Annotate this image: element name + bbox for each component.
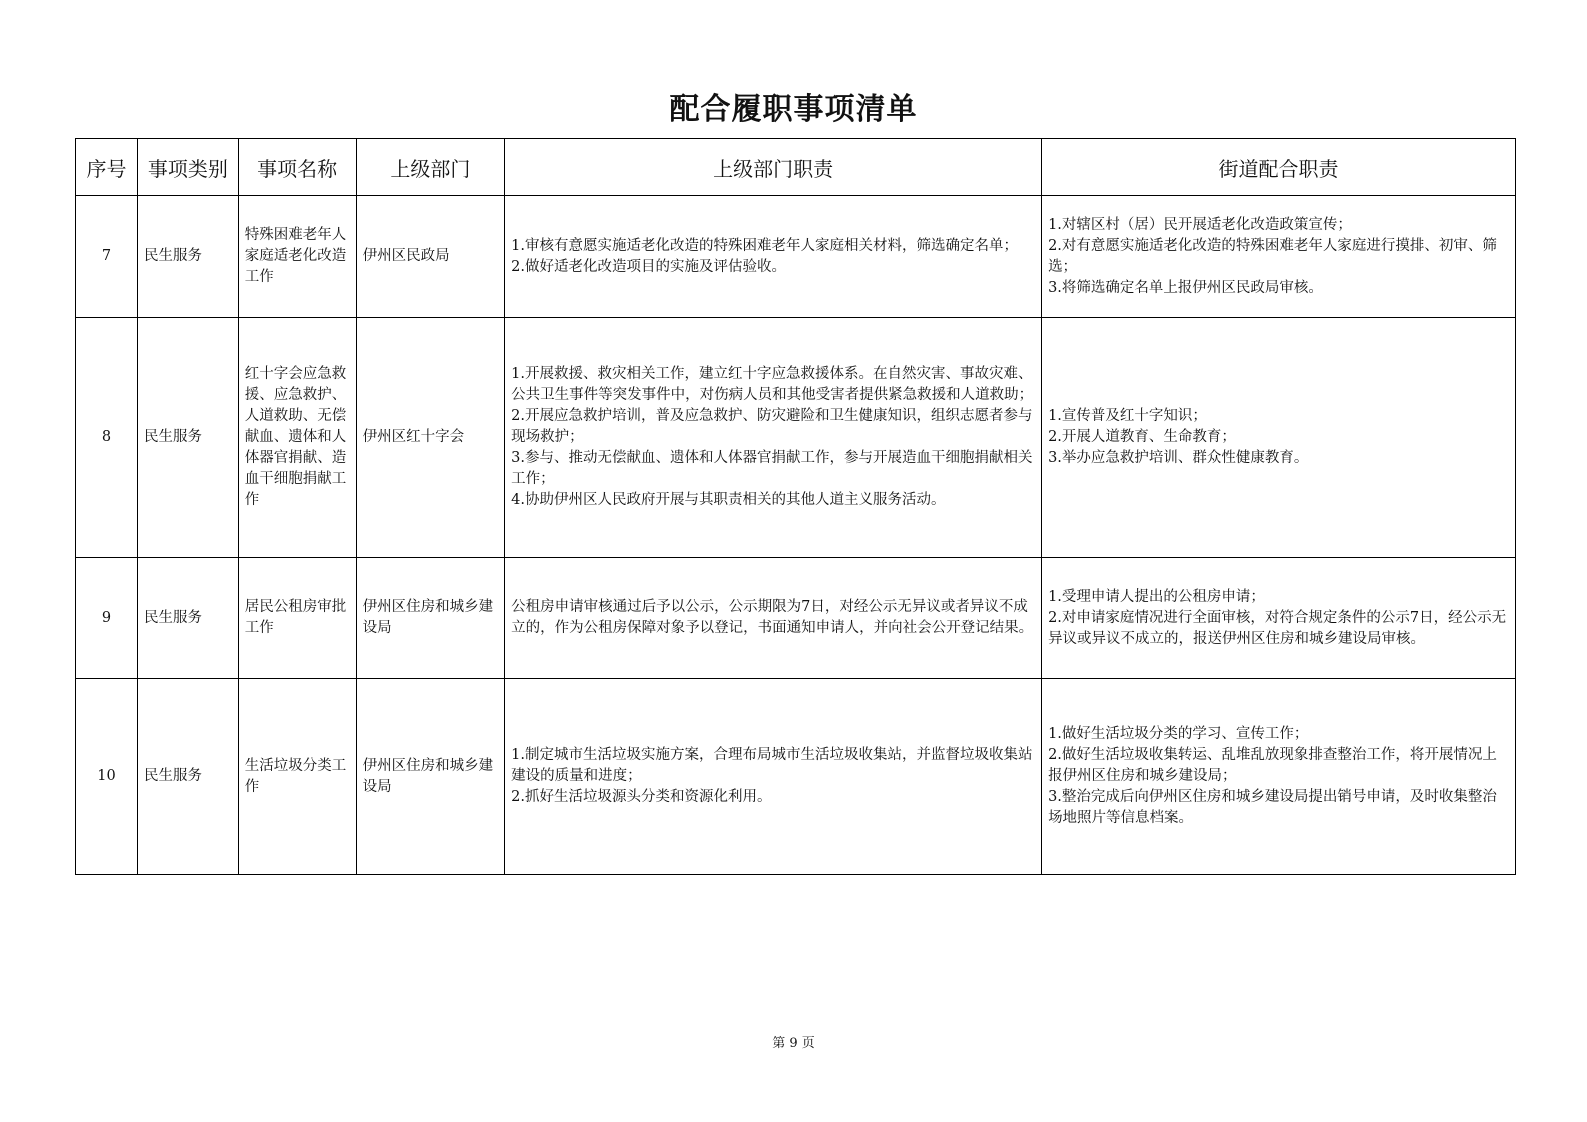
row-category: 民生服务 [138, 318, 239, 558]
street-duty-item: 1.受理申请人提出的公租房申请； [1048, 588, 1265, 605]
row-number: 8 [76, 318, 138, 558]
street-duty-item: 2.做好生活垃圾收集转运、乱堆乱放现象排查整治工作，将开展情况上报伊州区住房和城乡建设局； [1048, 747, 1497, 784]
street-duty-item: 3.整治完成后向伊州区住房和城乡建设局提出销号申请，及时收集整治场地照片等信息档案。 [1048, 789, 1497, 826]
row-dept: 伊州区住房和城乡建设局 [356, 679, 504, 875]
table-row [76, 196, 1516, 318]
row-dept-duties [505, 318, 1042, 558]
page-title: 配合履职事项清单 [669, 92, 918, 127]
row-dept-duties [505, 196, 1042, 318]
street-duty-item: 2.对有意愿实施适老化改造的特殊困难老年人家庭进行摸排、初审、筛选； [1048, 237, 1497, 275]
street-duty-item: 1.做好生活垃圾分类的学习、宣传工作； [1048, 726, 1309, 742]
row-street-duties [1042, 679, 1516, 875]
row-category: 民生服务 [138, 558, 239, 679]
row-name: 生活垃圾分类工作 [238, 679, 356, 875]
duty-item: 1.开展救援、救灾相关工作，建立红十字应急救援体系。在自然灾害、事故灾难、公共卫生事件等突发事件中，对伤病人员和其他受害者提供紧急救援和人道救助； [511, 366, 1034, 403]
duty-list-table [75, 138, 1516, 875]
row-category: 民生服务 [138, 196, 239, 318]
table-header-row [76, 139, 1516, 196]
row-dept: 伊州区红十字会 [356, 318, 504, 558]
row-dept: 伊州区民政局 [356, 196, 504, 318]
header-category: 事项类别 [138, 139, 239, 196]
duty-item: 4.协助伊州区人民政府开展与其职责相关的其他人道主义服务活动。 [511, 492, 946, 508]
row-number: 9 [76, 558, 138, 679]
duty-item: 1.制定城市生活垃圾实施方案，合理布局城市生活垃圾收集站，并监督垃圾收集站建设的质量和进度； [511, 747, 1033, 784]
row-street-duties [1042, 558, 1516, 679]
row-street-duties [1042, 318, 1516, 558]
table-row [76, 318, 1516, 558]
header-street-duties: 街道配合职责 [1042, 139, 1516, 196]
duty-item: 2.做好适老化改造项目的实施及评估验收。 [511, 258, 786, 275]
row-dept-duties [505, 679, 1042, 875]
table-row [76, 679, 1516, 875]
header-no: 序号 [76, 139, 138, 196]
duty-item: 3.参与、推动无偿献血、遗体和人体器官捐献工作，参与开展造血干细胞捐献相关工作； [511, 450, 1033, 487]
header-name: 事项名称 [238, 139, 356, 196]
header-dept-duties: 上级部门职责 [505, 139, 1042, 196]
duty-item: 2.开展应急救护培训，普及应急救护、防灾避险和卫生健康知识，组织志愿者参与现场救护； [511, 408, 1033, 445]
row-dept-duties [505, 558, 1042, 679]
row-dept: 伊州区住房和城乡建设局 [356, 558, 504, 679]
street-duty-item: 3.举办应急救护培训、群众性健康教育。 [1048, 450, 1309, 466]
row-name: 居民公租房审批工作 [238, 558, 356, 679]
row-category: 民生服务 [138, 679, 239, 875]
row-number: 10 [76, 679, 138, 875]
row-name: 特殊困难老年人家庭适老化改造工作 [238, 196, 356, 318]
street-duty-item: 3.将筛选确定名单上报伊州区民政局审核。 [1048, 279, 1323, 296]
row-number: 7 [76, 196, 138, 318]
street-duty-item: 2.对申请家庭情况进行全面审核，对符合规定条件的公示7日，经公示无异议或异议不成立的，报送伊州区住房和城乡建设局审核。 [1048, 609, 1507, 647]
duty-item: 1.审核有意愿实施适老化改造的特殊困难老年人家庭相关材料，筛选确定名单； [511, 237, 1018, 254]
header-dept: 上级部门 [356, 139, 504, 196]
duty-item: 2.抓好生活垃圾源头分类和资源化利用。 [511, 789, 772, 805]
row-street-duties [1042, 196, 1516, 318]
page-number: 第 9 页 [772, 1036, 815, 1051]
street-duty-item: 1.宣传普及红十字知识； [1048, 408, 1207, 424]
duty-item: 公租房申请审核通过后予以公示，公示期限为7日，对经公示无异议或者异议不成立的，作为公租房保障对象予以登记，书面通知申请人，并向社会公开登记结果。 [511, 599, 1034, 636]
row-name: 红十字会应急救援、应急救护、人道救助、无偿献血、遗体和人体器官捐献、造血干细胞捐献工作 [238, 318, 356, 558]
street-duty-item: 2.开展人道教育、生命教育； [1048, 429, 1236, 445]
table-row [76, 558, 1516, 679]
street-duty-item: 1.对辖区村（居）民开展适老化改造政策宣传； [1048, 216, 1352, 233]
